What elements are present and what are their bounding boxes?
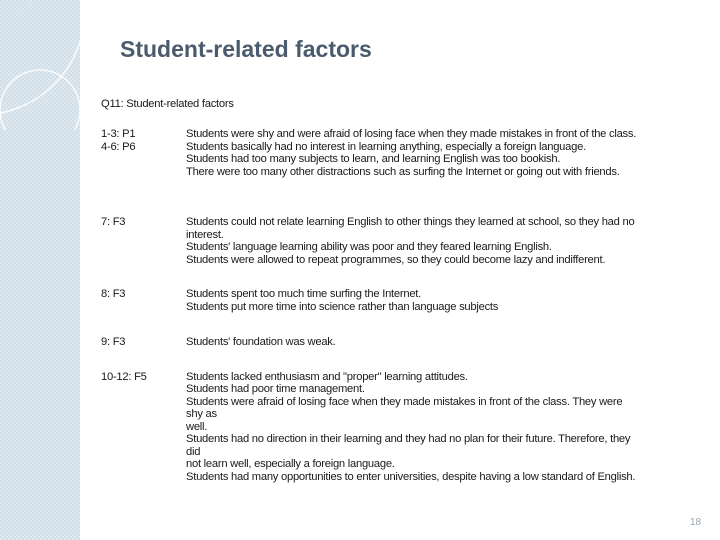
factor-line: Students were allowed to repeat programmes, so they could become lazy and indifferent.: [186, 253, 606, 266]
participant-code: 4-6: P6: [101, 140, 136, 153]
factors-table: [101, 98, 641, 483]
participant-code: 10-12: F5: [101, 370, 147, 383]
factor-line: Students had poor time management.: [186, 383, 365, 395]
participant-codes: [101, 128, 186, 178]
participant-code: 9: F3: [101, 336, 126, 348]
participant-codes: [101, 288, 186, 313]
participant-code: 8: F3: [101, 288, 126, 300]
factor-line: not learn well, especially a foreign language.: [186, 458, 395, 470]
factor-line: Students were shy and were afraid of losing face when they made mistakes in front of the class.: [186, 128, 637, 140]
participant-code: 1-3: P1: [101, 128, 136, 140]
factor-line: Students lacked enthusiasm and "proper" learning attitudes.: [186, 370, 468, 383]
page-number: 18: [690, 517, 702, 528]
participant-code: 7: F3: [101, 216, 126, 228]
factor-line: Students had too many subjects to learn, and learning English was too bookish.: [186, 153, 561, 165]
factor-line: Students basically had no interest in learning anything, especially a foreign language.: [186, 140, 586, 153]
factor-line: Students could not relate learning English to other things they learned at school, so they had no: [186, 216, 635, 228]
factor-section: [101, 128, 641, 178]
factor-line: Students spent too much time surfing the Internet.: [186, 288, 422, 300]
factor-section: [101, 216, 641, 266]
factor-lines: [186, 288, 641, 313]
factor-lines: [186, 216, 641, 266]
participant-codes: [101, 216, 186, 266]
factor-lines: [186, 128, 641, 178]
factor-section: [101, 371, 641, 484]
factor-section: [101, 336, 641, 349]
factor-line: Students had no direction in their learning and they had no plan for their future. Therefore, they did: [186, 433, 631, 458]
factor-line: Students were afraid of losing face when they made mistakes in front of the class. They were shy as: [186, 395, 623, 420]
participant-codes: [101, 336, 186, 349]
factor-line: Students put more time into science rather than language subjects: [186, 300, 499, 313]
factor-lines: [186, 336, 641, 349]
factor-line: well.: [186, 420, 208, 433]
factor-lines: [186, 371, 641, 484]
factor-line: interest.: [186, 228, 224, 241]
table-heading: Q11: Student-related factors: [101, 98, 234, 110]
factor-line: Students' language learning ability was poor and they feared learning English.: [186, 241, 552, 253]
factor-line: There were too many other distractions such as surfing the Internet or going out with friends.: [186, 165, 620, 178]
slide-title: Student-related factors: [120, 36, 372, 62]
participant-codes: [101, 371, 186, 484]
factor-section: [101, 288, 641, 313]
factor-line: Students had many opportunities to enter universities, despite having a low standard of English.: [186, 470, 636, 483]
factor-line: Students' foundation was weak.: [186, 336, 336, 348]
